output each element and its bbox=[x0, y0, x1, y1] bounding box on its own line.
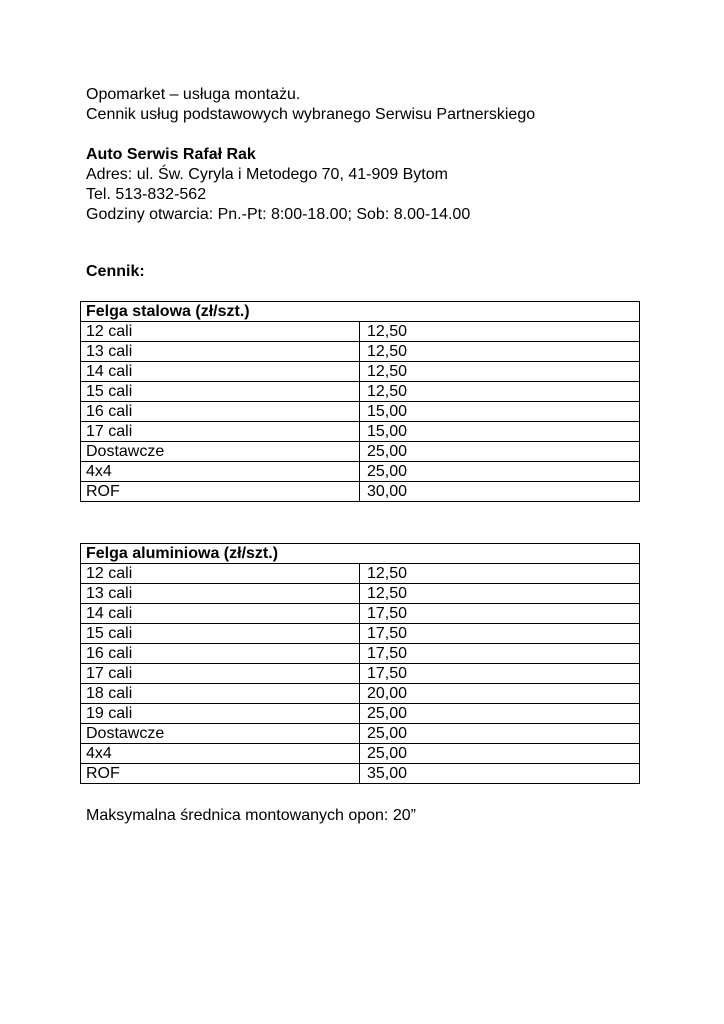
table-row bbox=[81, 644, 640, 664]
price-cell: 17,50 bbox=[360, 624, 640, 644]
size-cell: 18 cali bbox=[81, 684, 360, 704]
size-cell: 17 cali bbox=[81, 664, 360, 684]
price-cell: 25,00 bbox=[360, 462, 640, 482]
size-cell: 13 cali bbox=[81, 584, 360, 604]
table-row bbox=[81, 402, 640, 422]
table-header-row bbox=[81, 544, 640, 564]
table-row bbox=[81, 322, 640, 342]
price-cell: 12,50 bbox=[360, 584, 640, 604]
price-cell: 35,00 bbox=[360, 764, 640, 784]
table-row bbox=[81, 362, 640, 382]
size-cell: 16 cali bbox=[81, 402, 360, 422]
size-cell: Dostawcze bbox=[81, 442, 360, 462]
price-cell: 17,50 bbox=[360, 644, 640, 664]
size-cell: ROF bbox=[81, 764, 360, 784]
steel-rim-table bbox=[80, 301, 640, 502]
price-cell: 12,50 bbox=[360, 362, 640, 382]
price-cell: 15,00 bbox=[360, 422, 640, 442]
size-cell: 13 cali bbox=[81, 342, 360, 362]
table-row bbox=[81, 624, 640, 644]
table-row bbox=[81, 462, 640, 482]
price-cell: 17,50 bbox=[360, 664, 640, 684]
table-row bbox=[81, 442, 640, 462]
table-row bbox=[81, 482, 640, 502]
steel-table-title: Felga stalowa (zł/szt.) bbox=[81, 302, 640, 322]
size-cell: 17 cali bbox=[81, 422, 360, 442]
intro-line-2: Cennik usług podstawowych wybranego Serwisu Partnerskiego bbox=[86, 106, 536, 123]
table-row bbox=[81, 724, 640, 744]
service-name: Auto Serwis Rafał Rak bbox=[86, 146, 256, 163]
price-cell: 25,00 bbox=[360, 724, 640, 744]
table-row bbox=[81, 664, 640, 684]
footer-note: Maksymalna średnica montowanych opon: 20” bbox=[86, 807, 416, 824]
price-cell: 20,00 bbox=[360, 684, 640, 704]
price-cell: 25,00 bbox=[360, 442, 640, 462]
intro-line-1: Opomarket – usługa montażu. bbox=[86, 86, 301, 103]
table-row bbox=[81, 382, 640, 402]
table-row bbox=[81, 604, 640, 624]
size-cell: 14 cali bbox=[81, 604, 360, 624]
table-row bbox=[81, 564, 640, 584]
price-cell: 30,00 bbox=[360, 482, 640, 502]
price-cell: 17,50 bbox=[360, 604, 640, 624]
table-row bbox=[81, 684, 640, 704]
alu-rim-table bbox=[80, 543, 640, 784]
price-cell: 12,50 bbox=[360, 322, 640, 342]
service-address: Adres: ul. Św. Cyryla i Metodego 70, 41-909 Bytom bbox=[86, 166, 448, 183]
price-cell: 12,50 bbox=[360, 382, 640, 402]
table-row bbox=[81, 744, 640, 764]
table-row bbox=[81, 422, 640, 442]
size-cell: 4x4 bbox=[81, 744, 360, 764]
price-cell: 25,00 bbox=[360, 704, 640, 724]
table-row bbox=[81, 704, 640, 724]
service-phone: Tel. 513-832-562 bbox=[86, 186, 207, 203]
price-cell: 12,50 bbox=[360, 342, 640, 362]
size-cell: 15 cali bbox=[81, 624, 360, 644]
size-cell: 12 cali bbox=[81, 564, 360, 584]
table-header-row bbox=[81, 302, 640, 322]
size-cell: Dostawcze bbox=[81, 724, 360, 744]
service-hours: Godziny otwarcia: Pn.-Pt: 8:00-18.00; Sob: 8.00-14.00 bbox=[86, 206, 471, 223]
size-cell: 19 cali bbox=[81, 704, 360, 724]
size-cell: 16 cali bbox=[81, 644, 360, 664]
table-row bbox=[81, 764, 640, 784]
size-cell: ROF bbox=[81, 482, 360, 502]
table-row bbox=[81, 584, 640, 604]
size-cell: 4x4 bbox=[81, 462, 360, 482]
size-cell: 15 cali bbox=[81, 382, 360, 402]
alu-table-title: Felga aluminiowa (zł/szt.) bbox=[81, 544, 640, 564]
price-cell: 12,50 bbox=[360, 564, 640, 584]
price-cell: 25,00 bbox=[360, 744, 640, 764]
table-row bbox=[81, 342, 640, 362]
size-cell: 14 cali bbox=[81, 362, 360, 382]
size-cell: 12 cali bbox=[81, 322, 360, 342]
price-cell: 15,00 bbox=[360, 402, 640, 422]
pricelist-heading: Cennik: bbox=[86, 263, 145, 280]
